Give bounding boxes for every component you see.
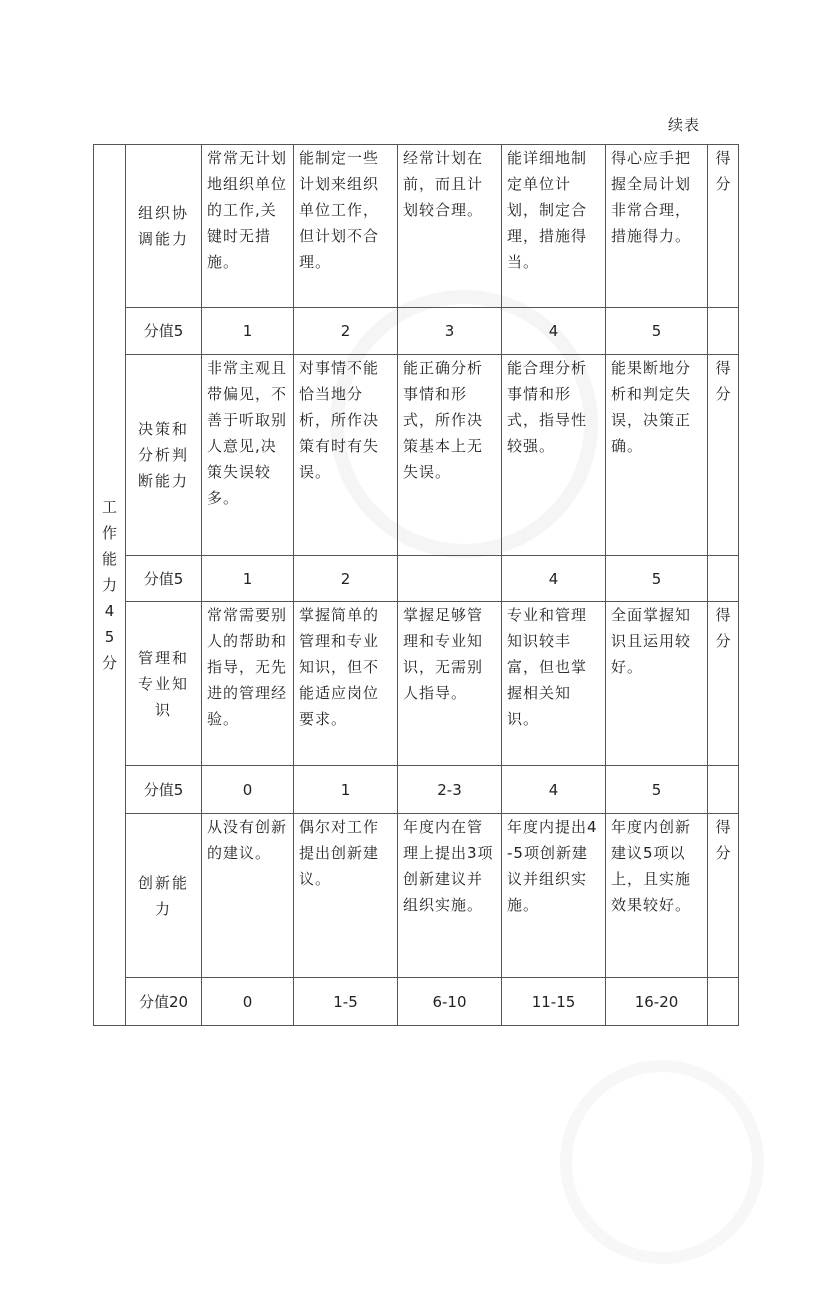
value-cell: 3 [398, 308, 502, 355]
value-cell [398, 556, 502, 602]
level-description: 得心应手把握全局计划非常合理，措施得力。 [606, 145, 708, 308]
value-cell: 1 [202, 556, 294, 602]
level-description: 能合理分析事情和形式，指导性较强。 [502, 355, 606, 556]
value-label: 分值5 [126, 556, 202, 602]
level-description: 能制定一些计划来组织单位工作，但计划不合理。 [294, 145, 398, 308]
level-description: 常常需要别人的帮助和指导，无先进的管理经验。 [202, 602, 294, 766]
level-description: 非常主观且带偏见，不善于听取别人意见,决策失误较多。 [202, 355, 294, 556]
value-cell: 6-10 [398, 978, 502, 1026]
level-description: 专业和管理知识较丰富，但也掌握相关知识。 [502, 602, 606, 766]
level-description: 年度内在管理上提出3项创新建议并组织实施。 [398, 814, 502, 978]
value-cell: 2 [294, 308, 398, 355]
score-label: 得分 [715, 606, 731, 650]
score-label: 得分 [715, 359, 731, 403]
level-description: 年度内创新建议5项以上，且实施效果较好。 [606, 814, 708, 978]
value-cell: 4 [502, 308, 606, 355]
value-cell: 2-3 [398, 766, 502, 814]
value-label: 分值20 [126, 978, 202, 1026]
score-entry-cell [708, 978, 739, 1026]
level-description: 对事情不能恰当地分析，所作决策有时有失误。 [294, 355, 398, 556]
value-cell: 4 [502, 556, 606, 602]
value-label: 分值5 [126, 308, 202, 355]
score-entry-cell [708, 556, 739, 602]
table-row [94, 355, 739, 556]
level-description: 常常无计划地组织单位的工作,关键时无措施。 [202, 145, 294, 308]
score-label: 得分 [715, 149, 731, 193]
value-cell: 5 [606, 556, 708, 602]
score-label-cell [708, 814, 739, 978]
item-label: 创新能力 [126, 814, 202, 978]
table-row [94, 308, 739, 355]
value-cell: 1 [202, 308, 294, 355]
value-cell: 2 [294, 556, 398, 602]
watermark-seal-lower [520, 1020, 804, 1304]
value-cell: 1-5 [294, 978, 398, 1026]
item-label: 决策和分析判断能力 [126, 355, 202, 556]
level-description: 年度内提出4-5项创新建议并组织实施。 [502, 814, 606, 978]
level-description: 掌握足够管理和专业知识，无需别人指导。 [398, 602, 502, 766]
level-description: 能果断地分析和判定失误，决策正确。 [606, 355, 708, 556]
value-cell: 16-20 [606, 978, 708, 1026]
table-row [94, 602, 739, 766]
level-description: 偶尔对工作提出创新建议。 [294, 814, 398, 978]
score-entry-cell [708, 308, 739, 355]
score-label-cell [708, 145, 739, 308]
value-label: 分值5 [126, 766, 202, 814]
category-cell [94, 145, 126, 1026]
level-description: 全面掌握知识且运用较好。 [606, 602, 708, 766]
table-caption: 续表 [668, 116, 701, 134]
value-cell: 0 [202, 766, 294, 814]
score-entry-cell [708, 766, 739, 814]
level-description: 能正确分析事情和形式，所作决策基本上无失误。 [398, 355, 502, 556]
score-label-cell [708, 355, 739, 556]
value-cell: 11-15 [502, 978, 606, 1026]
level-description: 能详细地制定单位计划，制定合理，措施得当。 [502, 145, 606, 308]
level-description: 掌握简单的管理和专业知识，但不能适应岗位要求。 [294, 602, 398, 766]
value-cell: 0 [202, 978, 294, 1026]
level-description: 经常计划在前，而且计划较合理。 [398, 145, 502, 308]
table-row [94, 766, 739, 814]
table-row [94, 814, 739, 978]
value-cell: 5 [606, 308, 708, 355]
category-label: 工作能力45分 [101, 498, 117, 672]
value-cell: 5 [606, 766, 708, 814]
item-label: 管理和专业知识 [126, 602, 202, 766]
item-label: 组织协调能力 [126, 145, 202, 308]
score-label-cell [708, 602, 739, 766]
level-description: 从没有创新的建议。 [202, 814, 294, 978]
value-cell: 1 [294, 766, 398, 814]
table-row [94, 556, 739, 602]
value-cell: 4 [502, 766, 606, 814]
score-label: 得分 [715, 818, 731, 862]
evaluation-table [93, 144, 739, 1026]
table-row [94, 978, 739, 1026]
table-row [94, 145, 739, 308]
